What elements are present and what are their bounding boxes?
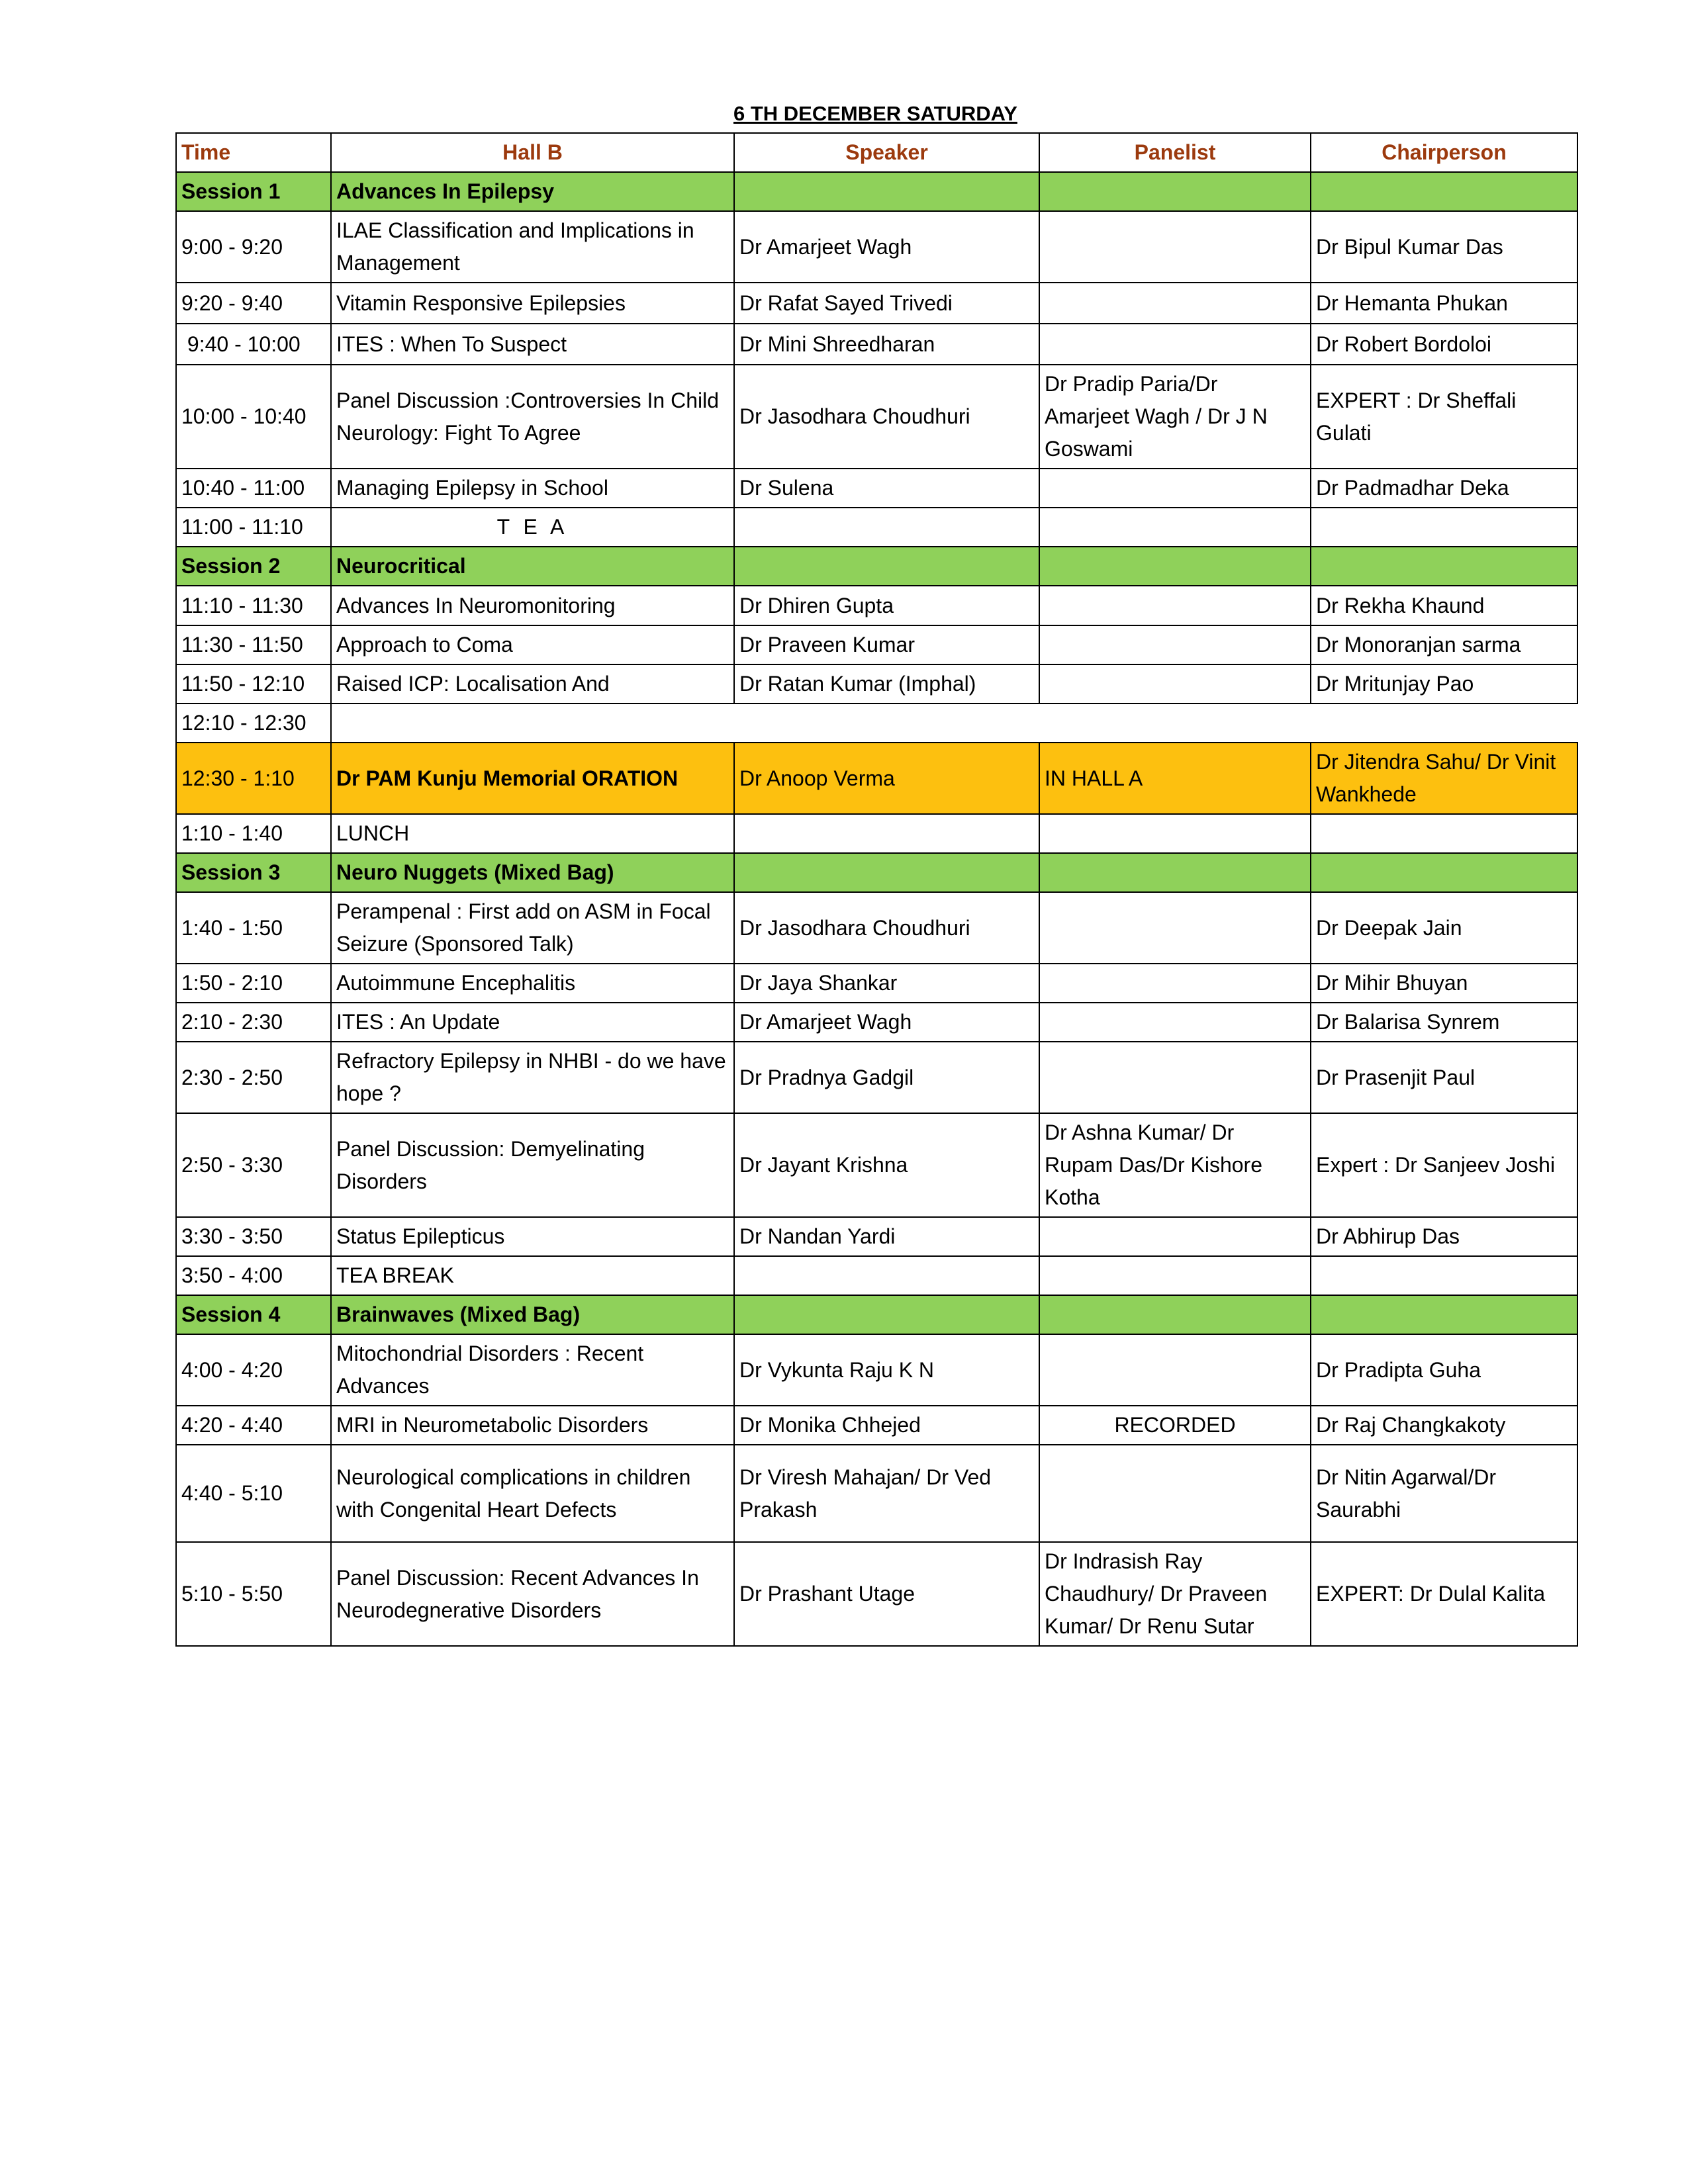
time-cell: 3:30 - 3:50 xyxy=(176,1217,331,1256)
panelist-cell xyxy=(1039,814,1311,853)
time-cell: 4:00 - 4:20 xyxy=(176,1334,331,1406)
time-cell: 5:10 - 5:50 xyxy=(176,1542,331,1646)
panelist-cell: Dr Ashna Kumar/ Dr Rupam Das/Dr Kishore Kotha xyxy=(1039,1113,1311,1217)
table-row xyxy=(176,324,1577,365)
panelist-cell xyxy=(1039,283,1311,324)
time-cell: 11:50 - 12:10 xyxy=(176,664,331,704)
time-cell: 2:50 - 3:30 xyxy=(176,1113,331,1217)
panelist-cell xyxy=(1039,1295,1311,1334)
panelist-cell xyxy=(1039,892,1311,964)
topic-cell: Refractory Epilepsy in NHBI - do we have hope ? xyxy=(331,1042,734,1113)
speaker-cell: Dr Prashant Utage xyxy=(734,1542,1039,1646)
chair-cell: Dr Abhirup Das xyxy=(1311,1217,1577,1256)
header-row xyxy=(176,133,1577,172)
chair-cell xyxy=(1311,853,1577,892)
time-cell: Session 4 xyxy=(176,1295,331,1334)
speaker-cell xyxy=(734,508,1039,547)
speaker-cell: Dr Rafat Sayed Trivedi xyxy=(734,283,1039,324)
topic-cell: Advances In Epilepsy xyxy=(331,172,734,211)
table-row xyxy=(176,586,1577,625)
table-row xyxy=(176,625,1577,664)
speaker-cell: Dr Amarjeet Wagh xyxy=(734,211,1039,283)
chair-cell: Dr Prasenjit Paul xyxy=(1311,1042,1577,1113)
time-cell: 10:00 - 10:40 xyxy=(176,365,331,469)
time-cell: 11:10 - 11:30 xyxy=(176,586,331,625)
topic-cell: Panel Discussion: Demyelinating Disorders xyxy=(331,1113,734,1217)
topic-cell: Dr PAM Kunju Memorial ORATION xyxy=(331,743,734,814)
panelist-cell xyxy=(1039,625,1311,664)
header-chairperson: Chairperson xyxy=(1311,133,1577,172)
panelist-cell xyxy=(1039,211,1311,283)
topic-cell: ILAE Classification and Implications in Management xyxy=(331,211,734,283)
chair-cell: Dr Mritunjay Pao xyxy=(1311,664,1577,704)
topic-cell: Perampenal : First add on ASM in Focal Seizure (Sponsored Talk) xyxy=(331,892,734,964)
chair-cell: Dr Deepak Jain xyxy=(1311,892,1577,964)
header-hall: Hall B xyxy=(331,133,734,172)
time-cell: 2:30 - 2:50 xyxy=(176,1042,331,1113)
speaker-cell xyxy=(734,853,1039,892)
time-cell: 11:00 - 11:10 xyxy=(176,508,331,547)
speaker-cell: Dr Jaya Shankar xyxy=(734,964,1039,1003)
session-row xyxy=(176,547,1577,586)
chair-cell: Dr Mihir Bhuyan xyxy=(1311,964,1577,1003)
table-row xyxy=(176,469,1577,508)
topic-cell: Neurocritical xyxy=(331,547,734,586)
table-row xyxy=(176,1113,1577,1217)
panelist-cell xyxy=(1039,469,1311,508)
panelist-cell: RECORDED xyxy=(1039,1406,1311,1445)
chair-cell: Dr Monoranjan sarma xyxy=(1311,625,1577,664)
panelist-cell xyxy=(1039,1445,1311,1542)
panelist-cell xyxy=(1039,964,1311,1003)
panelist-cell: IN HALL A xyxy=(1039,743,1311,814)
table-row xyxy=(176,664,1577,704)
panelist-cell xyxy=(1039,1042,1311,1113)
topic-cell: Panel Discussion: Recent Advances In Neurodegnerative Disorders xyxy=(331,1542,734,1646)
topic-cell: Panel Discussion :Controversies In Child Neurology: Fight To Agree xyxy=(331,365,734,469)
speaker-cell xyxy=(734,1295,1039,1334)
topic-cell: Raised ICP: Localisation And xyxy=(331,664,734,704)
panelist-cell xyxy=(1039,547,1311,586)
speaker-cell xyxy=(734,172,1039,211)
speaker-cell: Dr Viresh Mahajan/ Dr Ved Prakash xyxy=(734,1445,1039,1542)
topic-cell: Approach to Coma xyxy=(331,625,734,664)
time-cell: 9:20 - 9:40 xyxy=(176,283,331,324)
speaker-cell: Dr Jasodhara Choudhuri xyxy=(734,365,1039,469)
speaker-cell: Dr Jayant Krishna xyxy=(734,1113,1039,1217)
topic-cell: LUNCH xyxy=(331,814,734,853)
time-cell: 3:50 - 4:00 xyxy=(176,1256,331,1295)
speaker-cell: Dr Dhiren Gupta xyxy=(734,586,1039,625)
panelist-cell xyxy=(1039,664,1311,704)
topic-cell: T E A xyxy=(331,508,734,547)
topic-cell: TEA BREAK xyxy=(331,1256,734,1295)
session-row xyxy=(176,1295,1577,1334)
panelist-cell xyxy=(1039,1334,1311,1406)
chair-cell xyxy=(1311,508,1577,547)
break-cell xyxy=(331,704,1577,743)
chair-cell: Dr Padmadhar Deka xyxy=(1311,469,1577,508)
speaker-cell: Dr Nandan Yardi xyxy=(734,1217,1039,1256)
topic-cell: Mitochondrial Disorders : Recent Advances xyxy=(331,1334,734,1406)
speaker-cell: Dr Anoop Verma xyxy=(734,743,1039,814)
table-row xyxy=(176,211,1577,283)
time-cell: Session 1 xyxy=(176,172,331,211)
header-panelist: Panelist xyxy=(1039,133,1311,172)
topic-cell: Vitamin Responsive Epilepsies xyxy=(331,283,734,324)
speaker-cell: Dr Monika Chhejed xyxy=(734,1406,1039,1445)
table-row xyxy=(176,1003,1577,1042)
schedule-table xyxy=(175,132,1578,1647)
table-row xyxy=(176,1042,1577,1113)
topic-cell: ITES : An Update xyxy=(331,1003,734,1042)
panelist-cell xyxy=(1039,586,1311,625)
chair-cell: Dr Jitendra Sahu/ Dr Vinit Wankhede xyxy=(1311,743,1577,814)
speaker-cell: Dr Pradnya Gadgil xyxy=(734,1042,1039,1113)
chair-cell: EXPERT : Dr Sheffali Gulati xyxy=(1311,365,1577,469)
table-row xyxy=(176,704,1577,743)
chair-cell: Dr Bipul Kumar Das xyxy=(1311,211,1577,283)
time-cell: Session 2 xyxy=(176,547,331,586)
chair-cell: Expert : Dr Sanjeev Joshi xyxy=(1311,1113,1577,1217)
panelist-cell xyxy=(1039,1217,1311,1256)
chair-cell: Dr Robert Bordoloi xyxy=(1311,324,1577,365)
page-title: 6 TH DECEMBER SATURDAY xyxy=(733,102,1017,125)
chair-cell xyxy=(1311,1256,1577,1295)
time-cell: Session 3 xyxy=(176,853,331,892)
panelist-cell xyxy=(1039,853,1311,892)
speaker-cell: Dr Vykunta Raju K N xyxy=(734,1334,1039,1406)
time-cell: 10:40 - 11:00 xyxy=(176,469,331,508)
chair-cell xyxy=(1311,547,1577,586)
table-row xyxy=(176,508,1577,547)
time-cell: 1:50 - 2:10 xyxy=(176,964,331,1003)
table-row xyxy=(176,814,1577,853)
panelist-cell xyxy=(1039,1003,1311,1042)
speaker-cell: Dr Amarjeet Wagh xyxy=(734,1003,1039,1042)
chair-cell xyxy=(1311,814,1577,853)
speaker-cell xyxy=(734,547,1039,586)
table-row xyxy=(176,1334,1577,1406)
chair-cell: Dr Pradipta Guha xyxy=(1311,1334,1577,1406)
topic-cell: Status Epilepticus xyxy=(331,1217,734,1256)
speaker-cell: Dr Praveen Kumar xyxy=(734,625,1039,664)
time-cell: 12:30 - 1:10 xyxy=(176,743,331,814)
time-cell: 2:10 - 2:30 xyxy=(176,1003,331,1042)
panelist-cell xyxy=(1039,1256,1311,1295)
topic-cell: Autoimmune Encephalitis xyxy=(331,964,734,1003)
table-row xyxy=(176,892,1577,964)
table-row xyxy=(176,964,1577,1003)
topic-cell: Advances In Neuromonitoring xyxy=(331,586,734,625)
topic-cell: MRI in Neurometabolic Disorders xyxy=(331,1406,734,1445)
session-row xyxy=(176,172,1577,211)
panelist-cell xyxy=(1039,172,1311,211)
chair-cell: Dr Balarisa Synrem xyxy=(1311,1003,1577,1042)
time-cell: 1:40 - 1:50 xyxy=(176,892,331,964)
chair-cell: EXPERT: Dr Dulal Kalita xyxy=(1311,1542,1577,1646)
chair-cell: Dr Rekha Khaund xyxy=(1311,586,1577,625)
panelist-cell: Dr Pradip Paria/Dr Amarjeet Wagh / Dr J N Goswami xyxy=(1039,365,1311,469)
session-row xyxy=(176,853,1577,892)
panelist-cell xyxy=(1039,324,1311,365)
oration-row xyxy=(176,743,1577,814)
panelist-cell: Dr Indrasish Ray Chaudhury/ Dr Praveen Kumar/ Dr Renu Sutar xyxy=(1039,1542,1311,1646)
topic-cell: ITES : When To Suspect xyxy=(331,324,734,365)
chair-cell: Dr Raj Changkakoty xyxy=(1311,1406,1577,1445)
time-cell: 9:00 - 9:20 xyxy=(176,211,331,283)
time-cell: 12:10 - 12:30 xyxy=(176,704,331,743)
table-row xyxy=(176,1406,1577,1445)
table-row xyxy=(176,365,1577,469)
table-row xyxy=(176,1217,1577,1256)
topic-cell: Neuro Nuggets (Mixed Bag) xyxy=(331,853,734,892)
header-time: Time xyxy=(176,133,331,172)
speaker-cell xyxy=(734,1256,1039,1295)
table-row xyxy=(176,1445,1577,1542)
time-cell: 11:30 - 11:50 xyxy=(176,625,331,664)
table-row xyxy=(176,283,1577,324)
chair-cell: Dr Nitin Agarwal/Dr Saurabhi xyxy=(1311,1445,1577,1542)
time-cell: 4:40 - 5:10 xyxy=(176,1445,331,1542)
chair-cell: Dr Hemanta Phukan xyxy=(1311,283,1577,324)
header-speaker: Speaker xyxy=(734,133,1039,172)
table-row xyxy=(176,1542,1577,1646)
speaker-cell: Dr Mini Shreedharan xyxy=(734,324,1039,365)
chair-cell xyxy=(1311,172,1577,211)
speaker-cell: Dr Ratan Kumar (Imphal) xyxy=(734,664,1039,704)
panelist-cell xyxy=(1039,508,1311,547)
speaker-cell xyxy=(734,814,1039,853)
topic-cell: Neurological complications in children with Congenital Heart Defects xyxy=(331,1445,734,1542)
speaker-cell: Dr Sulena xyxy=(734,469,1039,508)
topic-cell: Brainwaves (Mixed Bag) xyxy=(331,1295,734,1334)
topic-cell: Managing Epilepsy in School xyxy=(331,469,734,508)
time-cell: 9:40 - 10:00 xyxy=(176,324,331,365)
time-cell: 1:10 - 1:40 xyxy=(176,814,331,853)
speaker-cell: Dr Jasodhara Choudhuri xyxy=(734,892,1039,964)
chair-cell xyxy=(1311,1295,1577,1334)
time-cell: 4:20 - 4:40 xyxy=(176,1406,331,1445)
table-row xyxy=(176,1256,1577,1295)
